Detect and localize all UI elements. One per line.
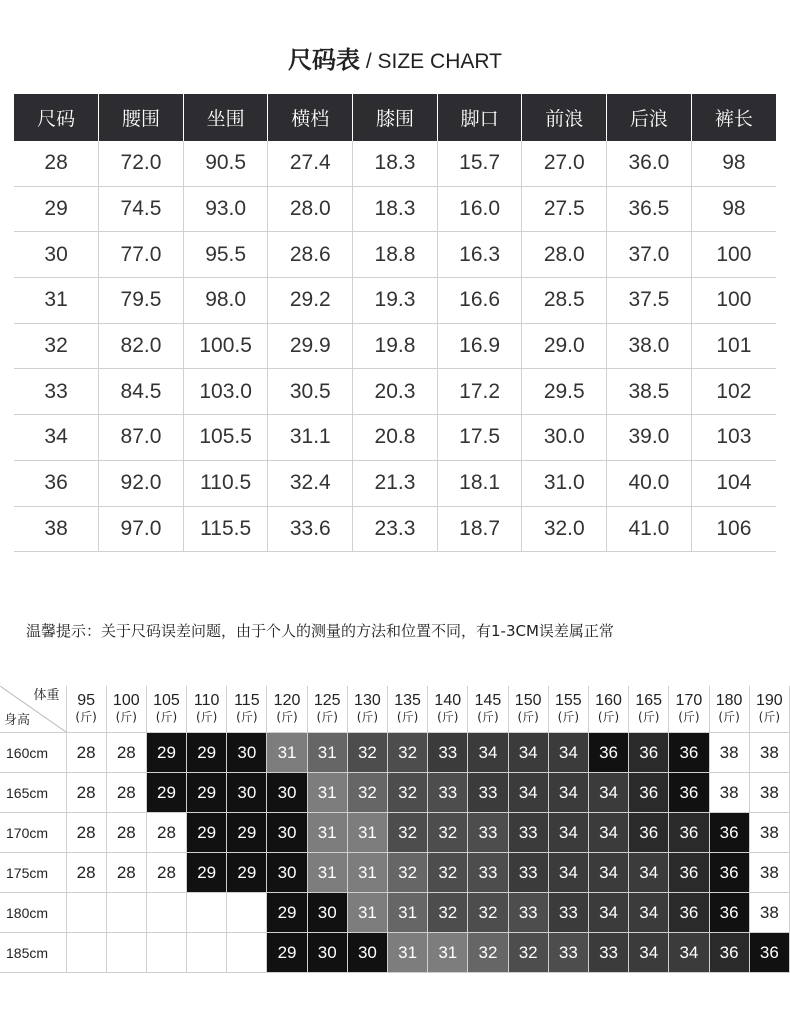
size-recommend-cell: 29 (187, 773, 227, 813)
size-recommend-cell: 28 (66, 733, 106, 773)
weight-value: 100 (112, 692, 140, 709)
weight-header-cell (468, 686, 508, 733)
size-recommend-cell: 31 (307, 773, 347, 813)
size-cell: 38.0 (607, 323, 692, 369)
size-header-cell: 尺码 (14, 94, 99, 141)
size-recommend-cell: 32 (428, 893, 468, 933)
size-recommend-cell: 30 (267, 773, 307, 813)
size-recommend-cell: 30 (307, 893, 347, 933)
weight-unit: (斤) (477, 710, 499, 724)
size-table-header (14, 94, 776, 141)
size-cell: 36 (14, 460, 99, 506)
size-recommend-cell: 38 (749, 893, 789, 933)
size-recommend-cell: 33 (508, 893, 548, 933)
size-cell: 100 (691, 232, 776, 278)
size-cell: 98.0 (183, 278, 268, 324)
weight-value: 95 (77, 692, 95, 709)
size-table-row (14, 186, 776, 232)
size-cell: 19.3 (353, 278, 438, 324)
weight-header-cell (307, 686, 347, 733)
size-cell: 20.8 (353, 415, 438, 461)
size-recommend-cell: 36 (588, 733, 628, 773)
height-label: 180cm (0, 893, 66, 933)
weight-value: 145 (474, 692, 502, 709)
size-cell: 30.5 (268, 369, 353, 415)
size-recommend-cell: 31 (307, 853, 347, 893)
weight-header-cell (709, 686, 749, 733)
size-cell: 32.4 (268, 460, 353, 506)
size-cell: 18.3 (353, 141, 438, 186)
size-cell: 33 (14, 369, 99, 415)
size-table-row (14, 141, 776, 186)
size-cell: 92.0 (99, 460, 184, 506)
size-cell: 27.5 (522, 186, 607, 232)
size-cell: 84.5 (99, 369, 184, 415)
size-recommend-cell: 33 (508, 853, 548, 893)
size-cell: 41.0 (607, 506, 692, 552)
size-recommend-cell: 28 (106, 813, 146, 853)
size-cell: 29.2 (268, 278, 353, 324)
size-cell: 33.6 (268, 506, 353, 552)
size-cell: 16.6 (437, 278, 522, 324)
weight-header-cell (227, 686, 267, 733)
weight-value: 130 (354, 692, 381, 709)
weight-header-cell (508, 686, 548, 733)
size-recommend-cell: 29 (146, 773, 186, 813)
size-cell: 74.5 (99, 186, 184, 232)
size-recommend-cell: 29 (187, 853, 227, 893)
size-recommend-cell: 34 (468, 733, 508, 773)
size-cell: 105.5 (183, 415, 268, 461)
size-cell: 100 (691, 278, 776, 324)
size-recommend-cell: 32 (388, 773, 428, 813)
weight-unit: (斤) (155, 710, 178, 724)
size-recommend-cell (106, 933, 146, 973)
size-header-cell: 脚口 (437, 94, 522, 141)
weight-unit: (斤) (678, 710, 700, 724)
size-cell: 77.0 (99, 232, 184, 278)
weight-unit: (斤) (316, 710, 338, 724)
size-recommend-cell: 32 (508, 933, 548, 973)
size-recommend-cell: 29 (267, 893, 307, 933)
size-cell: 101 (691, 323, 776, 369)
weight-unit: (斤) (356, 710, 379, 724)
size-cell: 34 (14, 415, 99, 461)
size-recommend-cell: 30 (267, 813, 307, 853)
size-recommend-cell: 31 (347, 853, 387, 893)
weight-value: 110 (193, 692, 220, 709)
size-cell: 90.5 (183, 141, 268, 186)
size-recommend-cell: 28 (66, 813, 106, 853)
size-recommend-cell: 32 (468, 893, 508, 933)
size-cell: 103 (691, 415, 776, 461)
size-recommend-cell: 36 (709, 933, 749, 973)
size-recommend-cell: 36 (629, 733, 669, 773)
size-cell: 37.5 (607, 278, 692, 324)
size-cell: 30 (14, 232, 99, 278)
size-recommend-cell: 33 (468, 813, 508, 853)
size-cell: 106 (691, 506, 776, 552)
size-recommend-cell: 30 (227, 733, 267, 773)
size-cell: 28.0 (268, 186, 353, 232)
grid-row (0, 773, 790, 813)
size-cell: 31.1 (268, 415, 353, 461)
size-header-cell: 后浪 (607, 94, 692, 141)
size-cell: 32.0 (522, 506, 607, 552)
weight-unit: (斤) (718, 710, 740, 724)
recommend-grid-body (0, 686, 790, 973)
size-recommend-cell: 36 (709, 893, 749, 933)
size-header-cell: 裤长 (691, 94, 776, 141)
size-cell: 100.5 (183, 323, 268, 369)
grid-row (0, 893, 790, 933)
size-recommend-cell (227, 893, 267, 933)
size-cell: 104 (691, 460, 776, 506)
size-recommend-cell: 33 (508, 813, 548, 853)
grid-row (0, 733, 790, 773)
size-recommend-cell: 33 (428, 733, 468, 773)
weight-header-cell (66, 686, 106, 733)
size-table (14, 94, 776, 552)
grid-row (0, 813, 790, 853)
size-recommend-cell: 33 (548, 893, 588, 933)
size-recommend-cell: 32 (428, 813, 468, 853)
size-recommend-cell: 31 (388, 893, 428, 933)
size-recommend-cell: 28 (106, 773, 146, 813)
size-recommend-cell: 34 (588, 773, 628, 813)
size-cell: 28 (14, 141, 99, 186)
size-recommend-cell: 33 (548, 933, 588, 973)
weight-header-cell (267, 686, 307, 733)
size-recommend-cell: 36 (629, 813, 669, 853)
size-recommend-cell: 36 (669, 853, 709, 893)
size-cell: 31 (14, 278, 99, 324)
weight-value: 140 (434, 692, 462, 709)
size-recommend-cell (227, 933, 267, 973)
size-table-row (14, 415, 776, 461)
size-recommend-cell: 32 (468, 933, 508, 973)
size-recommend-cell: 38 (709, 733, 749, 773)
size-cell: 16.0 (437, 186, 522, 232)
size-cell: 38.5 (607, 369, 692, 415)
weight-header-cell (749, 686, 789, 733)
size-cell: 29 (14, 186, 99, 232)
weight-unit: (斤) (236, 710, 258, 724)
size-cell: 79.5 (99, 278, 184, 324)
size-recommend-cell: 34 (508, 733, 548, 773)
weight-unit: (斤) (557, 710, 580, 724)
size-recommend-cell: 28 (146, 853, 186, 893)
weight-unit: (斤) (437, 710, 459, 724)
size-recommend-cell: 31 (347, 893, 387, 933)
size-recommend-cell: 34 (548, 733, 588, 773)
weight-value: 105 (153, 692, 180, 709)
size-recommend-cell: 34 (508, 773, 548, 813)
size-recommend-cell (146, 893, 186, 933)
size-recommend-cell: 34 (588, 853, 628, 893)
title-cn: 尺码表 (288, 46, 360, 74)
size-recommend-cell: 33 (428, 773, 468, 813)
size-recommend-cell: 36 (669, 773, 709, 813)
weight-unit: (斤) (75, 710, 97, 724)
size-cell: 21.3 (353, 460, 438, 506)
size-recommend-cell: 38 (709, 773, 749, 813)
size-recommend-cell: 28 (66, 853, 106, 893)
weight-value: 150 (514, 692, 542, 709)
size-cell: 39.0 (607, 415, 692, 461)
size-cell: 103.0 (183, 369, 268, 415)
size-recommend-cell: 31 (267, 733, 307, 773)
weight-unit: (斤) (638, 710, 660, 724)
size-recommend-cell: 28 (106, 733, 146, 773)
size-recommend-cell: 36 (709, 813, 749, 853)
weight-value: 120 (273, 692, 301, 709)
size-cell: 17.5 (437, 415, 522, 461)
weight-value: 135 (394, 692, 421, 709)
size-header-cell: 坐围 (183, 94, 268, 141)
height-label: 170cm (0, 813, 66, 853)
size-cell: 97.0 (99, 506, 184, 552)
weight-value: 190 (755, 692, 783, 709)
size-recommend-cell: 32 (388, 733, 428, 773)
weight-header-cell (388, 686, 428, 733)
weight-unit: (斤) (758, 710, 781, 724)
size-recommend-cell: 29 (146, 733, 186, 773)
size-recommend-cell: 36 (669, 733, 709, 773)
size-cell: 82.0 (99, 323, 184, 369)
weight-value: 160 (595, 692, 622, 709)
size-cell: 38 (14, 506, 99, 552)
grid-row (0, 933, 790, 973)
size-table-body (14, 141, 776, 552)
page-title (0, 40, 790, 75)
size-recommend-cell: 32 (388, 813, 428, 853)
weight-value: 125 (313, 692, 341, 709)
size-recommend-cell: 38 (749, 853, 789, 893)
size-table-row (14, 369, 776, 415)
size-header-cell: 前浪 (522, 94, 607, 141)
size-cell: 20.3 (353, 369, 438, 415)
size-recommend-cell: 30 (307, 933, 347, 973)
size-recommend-cell: 36 (669, 813, 709, 853)
size-recommend-cell: 31 (428, 933, 468, 973)
size-recommend-cell: 34 (548, 773, 588, 813)
size-recommend-cell: 32 (388, 853, 428, 893)
weight-value: 180 (715, 692, 743, 709)
size-cell: 93.0 (183, 186, 268, 232)
size-recommend-cell: 36 (749, 933, 789, 973)
size-table-row (14, 232, 776, 278)
height-label: 160cm (0, 733, 66, 773)
size-recommend-cell (66, 893, 106, 933)
size-recommend-cell: 38 (749, 733, 789, 773)
weight-header-cell (588, 686, 628, 733)
size-cell: 27.4 (268, 141, 353, 186)
size-cell: 27.0 (522, 141, 607, 186)
size-cell: 32 (14, 323, 99, 369)
weight-unit: (斤) (517, 710, 539, 724)
size-cell: 18.7 (437, 506, 522, 552)
size-recommend-cell: 36 (709, 853, 749, 893)
size-recommend-cell: 29 (187, 813, 227, 853)
size-recommend-cell: 34 (629, 933, 669, 973)
size-recommend-cell: 34 (629, 893, 669, 933)
size-recommend-cell: 34 (548, 813, 588, 853)
weight-unit: (斤) (276, 710, 298, 724)
weight-header-cell (106, 686, 146, 733)
size-cell: 102 (691, 369, 776, 415)
size-recommend-cell: 30 (227, 773, 267, 813)
size-recommend-cell: 29 (227, 853, 267, 893)
grid-corner-cell (0, 686, 66, 733)
weight-header-cell (669, 686, 709, 733)
weight-header-cell (428, 686, 468, 733)
size-recommend-cell: 34 (548, 853, 588, 893)
size-cell: 110.5 (183, 460, 268, 506)
size-recommend-cell: 31 (307, 733, 347, 773)
weight-unit: (斤) (115, 710, 137, 724)
size-cell: 115.5 (183, 506, 268, 552)
weight-unit: (斤) (597, 710, 620, 724)
size-recommend-cell: 33 (468, 853, 508, 893)
size-cell: 18.1 (437, 460, 522, 506)
title-en: SIZE CHART (377, 50, 502, 73)
weight-header-cell (146, 686, 186, 733)
size-cell: 23.3 (353, 506, 438, 552)
size-cell: 87.0 (99, 415, 184, 461)
size-recommend-cell: 36 (669, 893, 709, 933)
size-recommend-cell: 34 (588, 893, 628, 933)
tip-text: 温馨提示：关于尺码误差问题，由于个人的测量的方法和位置不同，有1-3CM误差属正常 (26, 622, 614, 640)
size-recommend-cell (106, 893, 146, 933)
weight-value: 165 (635, 692, 663, 709)
weight-value: 155 (554, 692, 582, 709)
height-label: 185cm (0, 933, 66, 973)
size-recommend-cell: 36 (629, 773, 669, 813)
size-recommend-cell (187, 893, 227, 933)
size-recommend-cell: 29 (227, 813, 267, 853)
size-recommend-cell: 30 (347, 933, 387, 973)
grid-row (0, 853, 790, 893)
size-cell: 72.0 (99, 141, 184, 186)
size-recommend-cell: 32 (347, 773, 387, 813)
size-cell: 29.9 (268, 323, 353, 369)
height-label: 175cm (0, 853, 66, 893)
size-cell: 36.5 (607, 186, 692, 232)
weight-header-cell (347, 686, 387, 733)
size-recommend-cell: 31 (347, 813, 387, 853)
size-cell: 37.0 (607, 232, 692, 278)
size-recommend-cell: 29 (187, 733, 227, 773)
size-recommend-cell: 33 (468, 773, 508, 813)
size-cell: 18.3 (353, 186, 438, 232)
size-recommend-cell (66, 933, 106, 973)
weight-header-cell (629, 686, 669, 733)
size-recommend-cell: 33 (588, 933, 628, 973)
size-cell: 28.5 (522, 278, 607, 324)
size-recommend-cell: 32 (428, 853, 468, 893)
size-recommend-cell: 28 (106, 853, 146, 893)
size-recommend-cell: 29 (267, 933, 307, 973)
size-cell: 95.5 (183, 232, 268, 278)
size-recommend-cell: 38 (749, 813, 789, 853)
size-recommend-cell: 38 (749, 773, 789, 813)
size-cell: 29.0 (522, 323, 607, 369)
size-cell: 98 (691, 141, 776, 186)
weight-value: 115 (234, 692, 260, 709)
recommend-grid (0, 686, 790, 973)
weight-value: 170 (675, 692, 703, 709)
size-cell: 40.0 (607, 460, 692, 506)
size-recommend-cell: 34 (629, 853, 669, 893)
size-cell: 16.3 (437, 232, 522, 278)
size-cell: 28.6 (268, 232, 353, 278)
size-recommend-cell: 28 (146, 813, 186, 853)
corner-height-label: 身高 (4, 713, 31, 728)
size-header-cell: 腰围 (99, 94, 184, 141)
size-recommend-cell: 28 (66, 773, 106, 813)
size-header-cell: 膝围 (353, 94, 438, 141)
size-cell: 28.0 (522, 232, 607, 278)
size-cell: 29.5 (522, 369, 607, 415)
size-recommend-cell: 34 (669, 933, 709, 973)
height-label: 165cm (0, 773, 66, 813)
size-recommend-cell (146, 933, 186, 973)
size-cell: 30.0 (522, 415, 607, 461)
title-sep: / (360, 50, 378, 73)
size-cell: 16.9 (437, 323, 522, 369)
size-table-row (14, 506, 776, 552)
size-recommend-cell: 30 (267, 853, 307, 893)
size-cell: 19.8 (353, 323, 438, 369)
corner-weight-label: 体重 (33, 688, 60, 703)
size-table-row (14, 323, 776, 369)
size-cell: 15.7 (437, 141, 522, 186)
size-cell: 31.0 (522, 460, 607, 506)
size-table-row (14, 460, 776, 506)
weight-header-cell (187, 686, 227, 733)
size-cell: 36.0 (607, 141, 692, 186)
size-table-row (14, 278, 776, 324)
size-recommend-cell: 32 (347, 733, 387, 773)
size-recommend-cell: 31 (388, 933, 428, 973)
weight-unit: (斤) (195, 710, 218, 724)
weight-unit: (斤) (396, 710, 419, 724)
size-recommend-cell (187, 933, 227, 973)
size-cell: 98 (691, 186, 776, 232)
size-recommend-cell: 34 (588, 813, 628, 853)
grid-header-row (0, 686, 790, 733)
size-cell: 17.2 (437, 369, 522, 415)
weight-header-cell (548, 686, 588, 733)
size-cell: 18.8 (353, 232, 438, 278)
size-header-cell: 横档 (268, 94, 353, 141)
size-recommend-cell: 31 (307, 813, 347, 853)
